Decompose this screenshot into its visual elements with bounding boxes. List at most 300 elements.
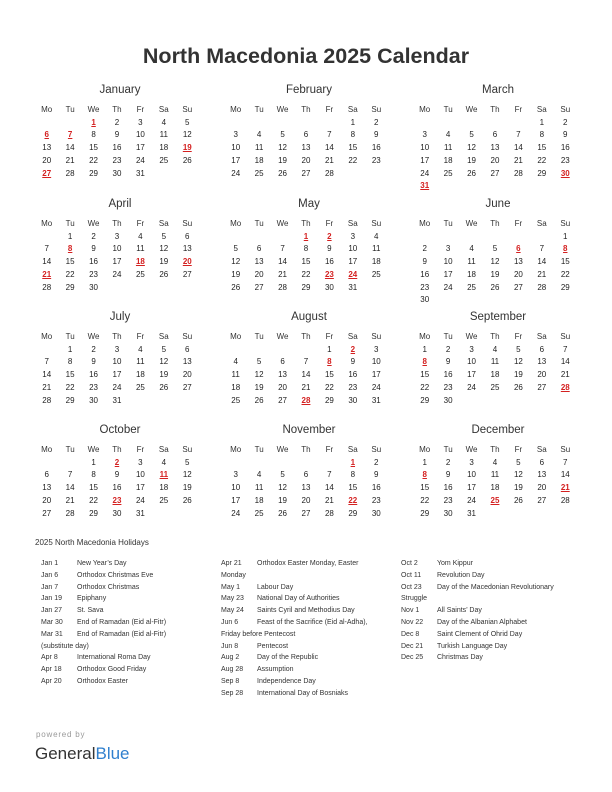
day-cell[interactable]: 10: [231, 483, 241, 493]
day-cell[interactable]: 16: [443, 483, 453, 493]
day-cell[interactable]: 5: [469, 130, 474, 140]
day-cell[interactable]: 16: [112, 143, 122, 153]
day-cell[interactable]: 3: [469, 344, 474, 354]
day-cell[interactable]: 20: [537, 370, 547, 380]
day-cell[interactable]: 16: [112, 483, 122, 493]
day-cell[interactable]: 11: [467, 257, 476, 267]
day-cell[interactable]: 13: [254, 257, 264, 267]
day-cell[interactable]: 4: [138, 231, 143, 241]
day-cell[interactable]: 12: [254, 370, 264, 380]
day-cell[interactable]: 24: [112, 382, 122, 392]
day-cell[interactable]: 3: [114, 344, 120, 354]
day-cell[interactable]: 18: [254, 495, 264, 505]
day-cell[interactable]: 8: [350, 130, 356, 140]
holiday-day[interactable]: 2: [350, 344, 356, 354]
day-cell[interactable]: 26: [182, 495, 192, 505]
holiday-day[interactable]: 8: [422, 357, 427, 367]
day-cell[interactable]: 27: [490, 168, 500, 178]
day-cell[interactable]: 9: [327, 244, 332, 254]
day-cell[interactable]: 9: [374, 470, 379, 480]
day-cell[interactable]: 26: [490, 282, 500, 292]
day-cell[interactable]: 12: [467, 143, 476, 153]
holiday-day[interactable]: 21: [560, 483, 570, 493]
day-cell[interactable]: 4: [492, 344, 498, 354]
day-cell[interactable]: 16: [443, 370, 453, 380]
day-cell[interactable]: 27: [278, 395, 287, 405]
day-cell[interactable]: 30: [89, 395, 98, 405]
holiday-day[interactable]: 2: [114, 457, 120, 467]
day-cell[interactable]: 5: [516, 344, 521, 354]
day-cell[interactable]: 13: [182, 357, 192, 367]
day-cell[interactable]: 1: [539, 117, 545, 127]
day-cell[interactable]: 21: [301, 382, 311, 392]
day-cell[interactable]: 1: [350, 117, 356, 127]
day-cell[interactable]: 12: [231, 257, 241, 267]
day-cell[interactable]: 20: [278, 382, 287, 392]
day-cell[interactable]: 14: [65, 143, 75, 153]
day-cell[interactable]: 6: [256, 244, 262, 254]
day-cell[interactable]: 14: [537, 257, 547, 267]
day-cell[interactable]: 4: [256, 470, 262, 480]
day-cell[interactable]: 21: [65, 495, 75, 505]
day-cell[interactable]: 20: [254, 269, 264, 279]
generalblue-logo[interactable]: [35, 744, 130, 764]
holiday-day[interactable]: 27: [42, 168, 52, 178]
day-cell[interactable]: 23: [371, 155, 381, 165]
day-cell[interactable]: 12: [278, 143, 287, 153]
holiday-day[interactable]: 8: [327, 357, 332, 367]
day-cell[interactable]: 16: [89, 370, 98, 380]
day-cell[interactable]: 31: [467, 508, 476, 518]
day-cell[interactable]: 7: [280, 244, 285, 254]
day-cell[interactable]: 4: [492, 457, 498, 467]
day-cell[interactable]: 5: [161, 231, 167, 241]
day-cell[interactable]: 3: [114, 231, 120, 241]
day-cell[interactable]: 15: [560, 257, 570, 267]
day-cell[interactable]: 30: [112, 168, 122, 178]
holiday-day[interactable]: 1: [91, 117, 96, 127]
day-cell[interactable]: 25: [231, 395, 241, 405]
day-cell[interactable]: 17: [135, 483, 145, 493]
day-cell[interactable]: 10: [348, 244, 358, 254]
day-cell[interactable]: 30: [89, 282, 98, 292]
day-cell[interactable]: 25: [254, 508, 264, 518]
day-cell[interactable]: 5: [233, 244, 238, 254]
day-cell[interactable]: 15: [420, 483, 430, 493]
holiday-day[interactable]: 28: [301, 395, 311, 405]
day-cell[interactable]: 16: [420, 269, 430, 279]
day-cell[interactable]: 9: [374, 130, 379, 140]
day-cell[interactable]: 15: [301, 257, 311, 267]
day-cell[interactable]: 7: [67, 470, 73, 480]
day-cell[interactable]: 26: [182, 155, 192, 165]
day-cell[interactable]: 19: [513, 370, 523, 380]
day-cell[interactable]: 17: [467, 370, 476, 380]
day-cell[interactable]: 1: [327, 344, 332, 354]
day-cell[interactable]: 14: [324, 483, 334, 493]
day-cell[interactable]: 19: [278, 155, 287, 165]
day-cell[interactable]: 20: [301, 495, 311, 505]
day-cell[interactable]: 30: [371, 508, 381, 518]
day-cell[interactable]: 3: [445, 244, 451, 254]
day-cell[interactable]: 25: [135, 269, 145, 279]
day-cell[interactable]: 1: [91, 457, 96, 467]
holiday-day[interactable]: 18: [135, 257, 145, 267]
day-cell[interactable]: 22: [420, 382, 430, 392]
day-cell[interactable]: 28: [324, 168, 334, 178]
day-cell[interactable]: 13: [301, 143, 311, 153]
day-cell[interactable]: 10: [231, 143, 241, 153]
day-cell[interactable]: 1: [67, 344, 73, 354]
day-cell[interactable]: 30: [324, 282, 334, 292]
day-cell[interactable]: 5: [161, 344, 167, 354]
holiday-day[interactable]: 23: [324, 269, 334, 279]
day-cell[interactable]: 23: [89, 382, 98, 392]
day-cell[interactable]: 27: [513, 282, 523, 292]
day-cell[interactable]: 13: [278, 370, 287, 380]
day-cell[interactable]: 30: [443, 395, 453, 405]
day-cell[interactable]: 14: [42, 257, 52, 267]
day-cell[interactable]: 11: [136, 357, 145, 367]
day-cell[interactable]: 15: [537, 143, 547, 153]
day-cell[interactable]: 4: [469, 244, 474, 254]
day-cell[interactable]: 16: [371, 483, 381, 493]
day-cell[interactable]: 26: [159, 382, 169, 392]
day-cell[interactable]: 28: [42, 282, 52, 292]
day-cell[interactable]: 22: [324, 382, 334, 392]
day-cell[interactable]: 22: [65, 269, 75, 279]
day-cell[interactable]: 22: [420, 495, 430, 505]
day-cell[interactable]: 2: [91, 231, 96, 241]
day-cell[interactable]: 26: [513, 382, 523, 392]
day-cell[interactable]: 15: [420, 370, 430, 380]
day-cell[interactable]: 20: [490, 155, 500, 165]
day-cell[interactable]: 28: [560, 495, 570, 505]
day-cell[interactable]: 27: [254, 282, 264, 292]
day-cell[interactable]: 9: [350, 357, 356, 367]
day-cell[interactable]: 31: [135, 168, 145, 178]
day-cell[interactable]: 24: [371, 382, 381, 392]
day-cell[interactable]: 29: [89, 168, 98, 178]
day-cell[interactable]: 30: [420, 295, 430, 305]
day-cell[interactable]: 30: [112, 508, 122, 518]
day-cell[interactable]: 8: [539, 130, 545, 140]
day-cell[interactable]: 29: [65, 282, 75, 292]
day-cell[interactable]: 24: [443, 282, 453, 292]
day-cell[interactable]: 19: [231, 269, 241, 279]
day-cell[interactable]: 3: [138, 117, 143, 127]
day-cell[interactable]: 27: [537, 382, 547, 392]
day-cell[interactable]: 27: [301, 508, 311, 518]
day-cell[interactable]: 12: [182, 470, 192, 480]
day-cell[interactable]: 3: [233, 470, 238, 480]
day-cell[interactable]: 13: [182, 244, 192, 254]
day-cell[interactable]: 7: [44, 244, 49, 254]
day-cell[interactable]: 11: [443, 143, 453, 153]
day-cell[interactable]: 9: [91, 244, 96, 254]
day-cell[interactable]: 8: [350, 470, 356, 480]
day-cell[interactable]: 9: [445, 470, 451, 480]
day-cell[interactable]: 12: [490, 257, 500, 267]
day-cell[interactable]: 15: [324, 370, 334, 380]
day-cell[interactable]: 13: [490, 143, 500, 153]
day-cell[interactable]: 18: [135, 370, 145, 380]
day-cell[interactable]: 15: [65, 257, 75, 267]
day-cell[interactable]: 5: [256, 357, 262, 367]
day-cell[interactable]: 7: [327, 470, 332, 480]
day-cell[interactable]: 1: [422, 344, 427, 354]
day-cell[interactable]: 8: [67, 357, 73, 367]
day-cell[interactable]: 11: [254, 143, 264, 153]
day-cell[interactable]: 27: [182, 269, 192, 279]
day-cell[interactable]: 1: [563, 231, 568, 241]
day-cell[interactable]: 19: [182, 483, 192, 493]
holiday-day[interactable]: 6: [44, 130, 49, 140]
day-cell[interactable]: 22: [89, 155, 98, 165]
day-cell[interactable]: 10: [443, 257, 453, 267]
day-cell[interactable]: 3: [374, 344, 379, 354]
day-cell[interactable]: 28: [278, 282, 287, 292]
day-cell[interactable]: 2: [445, 457, 451, 467]
day-cell[interactable]: 18: [371, 257, 381, 267]
day-cell[interactable]: 20: [182, 370, 192, 380]
holiday-day[interactable]: 20: [182, 257, 192, 267]
day-cell[interactable]: 8: [91, 470, 96, 480]
holiday-day[interactable]: 19: [182, 143, 192, 153]
day-cell[interactable]: 26: [278, 508, 287, 518]
day-cell[interactable]: 6: [303, 130, 309, 140]
day-cell[interactable]: 12: [278, 483, 287, 493]
day-cell[interactable]: 15: [348, 483, 358, 493]
day-cell[interactable]: 6: [185, 344, 190, 354]
day-cell[interactable]: 7: [563, 344, 568, 354]
day-cell[interactable]: 11: [490, 357, 500, 367]
day-cell[interactable]: 29: [89, 508, 98, 518]
day-cell[interactable]: 10: [420, 143, 430, 153]
day-cell[interactable]: 4: [233, 357, 238, 367]
day-cell[interactable]: 14: [513, 143, 523, 153]
day-cell[interactable]: 20: [301, 155, 311, 165]
day-cell[interactable]: 2: [374, 457, 379, 467]
day-cell[interactable]: 10: [135, 470, 145, 480]
day-cell[interactable]: 5: [516, 457, 521, 467]
day-cell[interactable]: 19: [513, 483, 523, 493]
day-cell[interactable]: 20: [513, 269, 523, 279]
day-cell[interactable]: 16: [560, 143, 570, 153]
day-cell[interactable]: 17: [348, 257, 358, 267]
day-cell[interactable]: 29: [560, 282, 570, 292]
day-cell[interactable]: 3: [422, 130, 427, 140]
holiday-day[interactable]: 31: [420, 181, 430, 191]
day-cell[interactable]: 26: [278, 168, 287, 178]
day-cell[interactable]: 31: [135, 508, 145, 518]
day-cell[interactable]: 5: [280, 130, 285, 140]
day-cell[interactable]: 6: [280, 357, 285, 367]
day-cell[interactable]: 15: [89, 143, 98, 153]
day-cell[interactable]: 28: [537, 282, 547, 292]
day-cell[interactable]: 7: [563, 457, 568, 467]
day-cell[interactable]: 9: [91, 357, 96, 367]
day-cell[interactable]: 11: [490, 470, 500, 480]
day-cell[interactable]: 11: [136, 244, 145, 254]
day-cell[interactable]: 23: [371, 495, 381, 505]
day-cell[interactable]: 12: [182, 130, 192, 140]
day-cell[interactable]: 23: [443, 495, 453, 505]
day-cell[interactable]: 29: [348, 508, 358, 518]
day-cell[interactable]: 25: [443, 168, 453, 178]
holiday-day[interactable]: 23: [112, 495, 122, 505]
holiday-day[interactable]: 25: [490, 495, 500, 505]
day-cell[interactable]: 17: [467, 483, 476, 493]
day-cell[interactable]: 29: [420, 508, 430, 518]
day-cell[interactable]: 20: [537, 483, 547, 493]
day-cell[interactable]: 18: [467, 269, 476, 279]
day-cell[interactable]: 19: [490, 269, 500, 279]
day-cell[interactable]: 28: [65, 168, 75, 178]
day-cell[interactable]: 21: [42, 382, 52, 392]
day-cell[interactable]: 5: [492, 244, 498, 254]
day-cell[interactable]: 19: [278, 495, 287, 505]
day-cell[interactable]: 1: [67, 231, 73, 241]
day-cell[interactable]: 15: [348, 143, 358, 153]
day-cell[interactable]: 29: [420, 395, 430, 405]
day-cell[interactable]: 13: [301, 483, 311, 493]
day-cell[interactable]: 17: [371, 370, 381, 380]
day-cell[interactable]: 2: [422, 244, 427, 254]
day-cell[interactable]: 22: [348, 155, 358, 165]
day-cell[interactable]: 6: [492, 130, 498, 140]
day-cell[interactable]: 29: [65, 395, 75, 405]
day-cell[interactable]: 18: [159, 143, 169, 153]
day-cell[interactable]: 3: [233, 130, 238, 140]
day-cell[interactable]: 16: [371, 143, 381, 153]
day-cell[interactable]: 3: [138, 457, 143, 467]
day-cell[interactable]: 25: [159, 495, 169, 505]
day-cell[interactable]: 23: [112, 155, 122, 165]
day-cell[interactable]: 24: [112, 269, 122, 279]
day-cell[interactable]: 11: [159, 130, 168, 140]
day-cell[interactable]: 24: [135, 495, 145, 505]
day-cell[interactable]: 4: [161, 117, 167, 127]
day-cell[interactable]: 1: [422, 457, 427, 467]
day-cell[interactable]: 26: [467, 168, 476, 178]
day-cell[interactable]: 20: [42, 155, 52, 165]
day-cell[interactable]: 25: [490, 382, 500, 392]
day-cell[interactable]: 2: [91, 344, 96, 354]
day-cell[interactable]: 31: [371, 395, 381, 405]
day-cell[interactable]: 4: [161, 457, 167, 467]
day-cell[interactable]: 25: [467, 282, 476, 292]
day-cell[interactable]: 28: [42, 395, 52, 405]
day-cell[interactable]: 26: [254, 395, 264, 405]
holiday-day[interactable]: 21: [42, 269, 52, 279]
day-cell[interactable]: 23: [348, 382, 358, 392]
day-cell[interactable]: 12: [159, 244, 169, 254]
day-cell[interactable]: 7: [327, 130, 332, 140]
day-cell[interactable]: 26: [159, 269, 169, 279]
day-cell[interactable]: 13: [537, 357, 547, 367]
day-cell[interactable]: 29: [537, 168, 547, 178]
holiday-day[interactable]: 8: [67, 244, 73, 254]
day-cell[interactable]: 23: [420, 282, 430, 292]
day-cell[interactable]: 10: [371, 357, 381, 367]
day-cell[interactable]: 19: [159, 257, 169, 267]
day-cell[interactable]: 23: [560, 155, 570, 165]
day-cell[interactable]: 17: [231, 495, 241, 505]
day-cell[interactable]: 6: [539, 344, 545, 354]
day-cell[interactable]: 14: [278, 257, 287, 267]
day-cell[interactable]: 18: [490, 483, 500, 493]
day-cell[interactable]: 11: [254, 483, 264, 493]
day-cell[interactable]: 17: [112, 370, 122, 380]
day-cell[interactable]: 14: [324, 143, 334, 153]
day-cell[interactable]: 12: [513, 470, 523, 480]
day-cell[interactable]: 2: [374, 117, 379, 127]
day-cell[interactable]: 12: [159, 357, 169, 367]
day-cell[interactable]: 10: [135, 130, 145, 140]
day-cell[interactable]: 11: [372, 244, 381, 254]
day-cell[interactable]: 13: [513, 257, 523, 267]
day-cell[interactable]: 14: [42, 370, 52, 380]
day-cell[interactable]: 21: [513, 155, 523, 165]
day-cell[interactable]: 11: [231, 370, 240, 380]
day-cell[interactable]: 10: [112, 244, 122, 254]
holiday-day[interactable]: 6: [516, 244, 521, 254]
day-cell[interactable]: 6: [539, 457, 545, 467]
day-cell[interactable]: 20: [42, 495, 52, 505]
day-cell[interactable]: 21: [65, 155, 75, 165]
day-cell[interactable]: 2: [445, 344, 451, 354]
day-cell[interactable]: 24: [467, 382, 476, 392]
day-cell[interactable]: 14: [560, 470, 570, 480]
day-cell[interactable]: 4: [256, 130, 262, 140]
day-cell[interactable]: 9: [114, 470, 120, 480]
day-cell[interactable]: 22: [301, 269, 311, 279]
day-cell[interactable]: 24: [467, 495, 476, 505]
day-cell[interactable]: 16: [324, 257, 334, 267]
day-cell[interactable]: 31: [348, 282, 358, 292]
day-cell[interactable]: 27: [182, 382, 192, 392]
day-cell[interactable]: 16: [348, 370, 358, 380]
day-cell[interactable]: 9: [563, 130, 568, 140]
holiday-day[interactable]: 1: [350, 457, 356, 467]
day-cell[interactable]: 14: [301, 370, 311, 380]
day-cell[interactable]: 25: [159, 155, 169, 165]
day-cell[interactable]: 13: [537, 470, 547, 480]
day-cell[interactable]: 24: [231, 168, 241, 178]
holiday-day[interactable]: 8: [422, 470, 427, 480]
holiday-day[interactable]: 1: [303, 231, 309, 241]
day-cell[interactable]: 14: [560, 357, 570, 367]
day-cell[interactable]: 21: [278, 269, 287, 279]
day-cell[interactable]: 10: [112, 357, 122, 367]
day-cell[interactable]: 19: [467, 155, 476, 165]
holiday-day[interactable]: 8: [563, 244, 568, 254]
day-cell[interactable]: 27: [42, 508, 52, 518]
day-cell[interactable]: 26: [231, 282, 241, 292]
day-cell[interactable]: 10: [467, 357, 476, 367]
day-cell[interactable]: 30: [348, 395, 358, 405]
day-cell[interactable]: 12: [513, 357, 523, 367]
day-cell[interactable]: 17: [443, 269, 453, 279]
day-cell[interactable]: 29: [301, 282, 311, 292]
holiday-day[interactable]: 2: [327, 231, 332, 241]
day-cell[interactable]: 27: [301, 168, 311, 178]
day-cell[interactable]: 28: [324, 508, 334, 518]
holiday-day[interactable]: 28: [560, 382, 570, 392]
holiday-day[interactable]: 22: [348, 495, 358, 505]
day-cell[interactable]: 25: [371, 269, 381, 279]
